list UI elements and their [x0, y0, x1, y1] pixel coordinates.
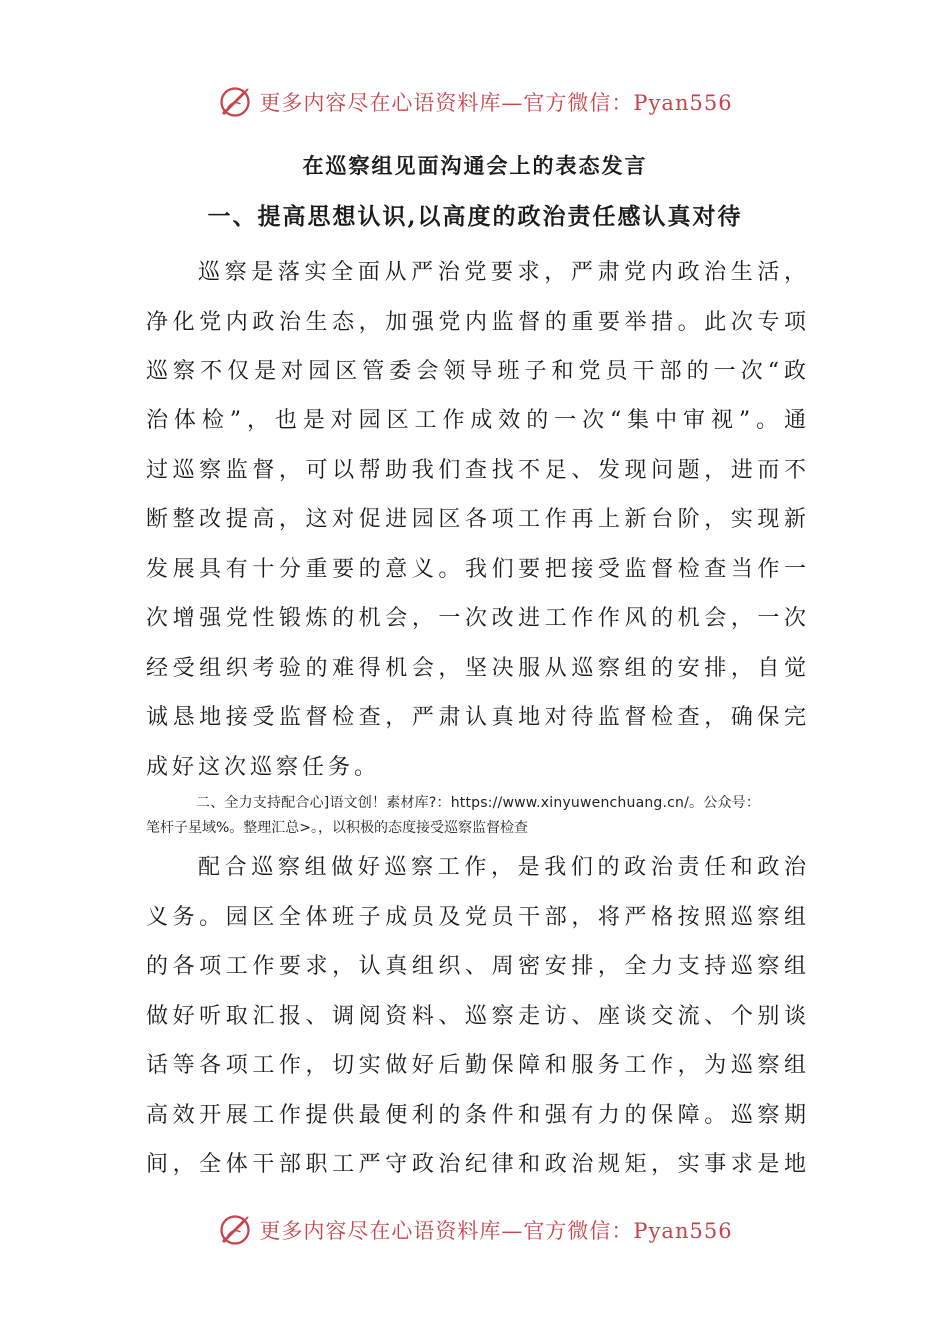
paragraph-line: 高效开展工作提供最便利的条件和强有力的保障。巡察期	[146, 1103, 806, 1128]
banner-text: 更多内容尽在心语资料库—官方微信：Pyan556	[259, 91, 733, 115]
paragraph-line: 巡察不仅是对园区管委会领导班子和党员干部的一次“政	[146, 359, 806, 384]
paragraph-line: 次增强党性锻炼的机会，一次改进工作作风的机会，一次	[146, 606, 806, 631]
header-banner	[0, 80, 950, 124]
banner-text: 更多内容尽在心语资料库—官方微信：Pyan556	[259, 1219, 733, 1243]
paragraph-line: 断整改提高，这对促进园区各项工作再上新台阶，实现新	[146, 507, 806, 532]
section-heading-2-line-1: 二、全力支持配合心]语文创！素材库?：https://www.xinyuwenchuang.cn/。公众号：	[196, 795, 761, 811]
paragraph-line: 间，全体干部职工严守政治纪律和政治规矩，实事求是地	[146, 1152, 806, 1177]
paragraph-line: 治体检”，也是对园区工作成效的一次“集中审视”。通	[146, 408, 806, 433]
paragraph-line: 做好听取汇报、调阅资料、巡察走访、座谈交流、个别谈	[146, 1004, 806, 1029]
footer-banner	[0, 1208, 950, 1252]
paragraph-line: 发展具有十分重要的意义。我们要把接受监督检查当作一	[146, 557, 806, 582]
section-heading-2-line-2: 笔杆子星域%。整理汇总>。，以积极的态度接受巡察监督检查	[146, 820, 529, 836]
section-heading-1: 一、提高思想认识,以高度的政治责任感认真对待	[207, 203, 743, 230]
paragraph-line: 经受组织考验的难得机会，坚决服从巡察组的安排，自觉	[146, 656, 806, 681]
paragraph-line: 成好这次巡察任务。	[146, 755, 381, 780]
paragraph-line: 过巡察监督，可以帮助我们查找不足、发现问题，进而不	[146, 458, 806, 483]
paragraph-line: 话等各项工作，切实做好后勤保障和服务工作，为巡察组	[146, 1053, 806, 1078]
paragraph-line: 净化党内政治生态，加强党内监督的重要举措。此次专项	[146, 310, 806, 335]
paragraph-line: 诚恳地接受监督检查，严肃认真地对待监督检查，确保完	[146, 705, 806, 730]
pen-seal-icon	[217, 1212, 253, 1248]
paragraph-line: 巡察是落实全面从严治党要求，严肃党内政治生活，	[198, 260, 806, 285]
document-title: 在巡察组见面沟通会上的表态发言	[302, 153, 648, 178]
paragraph-line: 的各项工作要求，认真组织、周密安排，全力支持巡察组	[146, 954, 806, 979]
paragraph-line: 义务。园区全体班子成员及党员干部，将严格按照巡察组	[146, 905, 806, 930]
paragraph-line: 配合巡察组做好巡察工作，是我们的政治责任和政治	[198, 855, 806, 880]
pen-seal-icon	[217, 84, 253, 120]
